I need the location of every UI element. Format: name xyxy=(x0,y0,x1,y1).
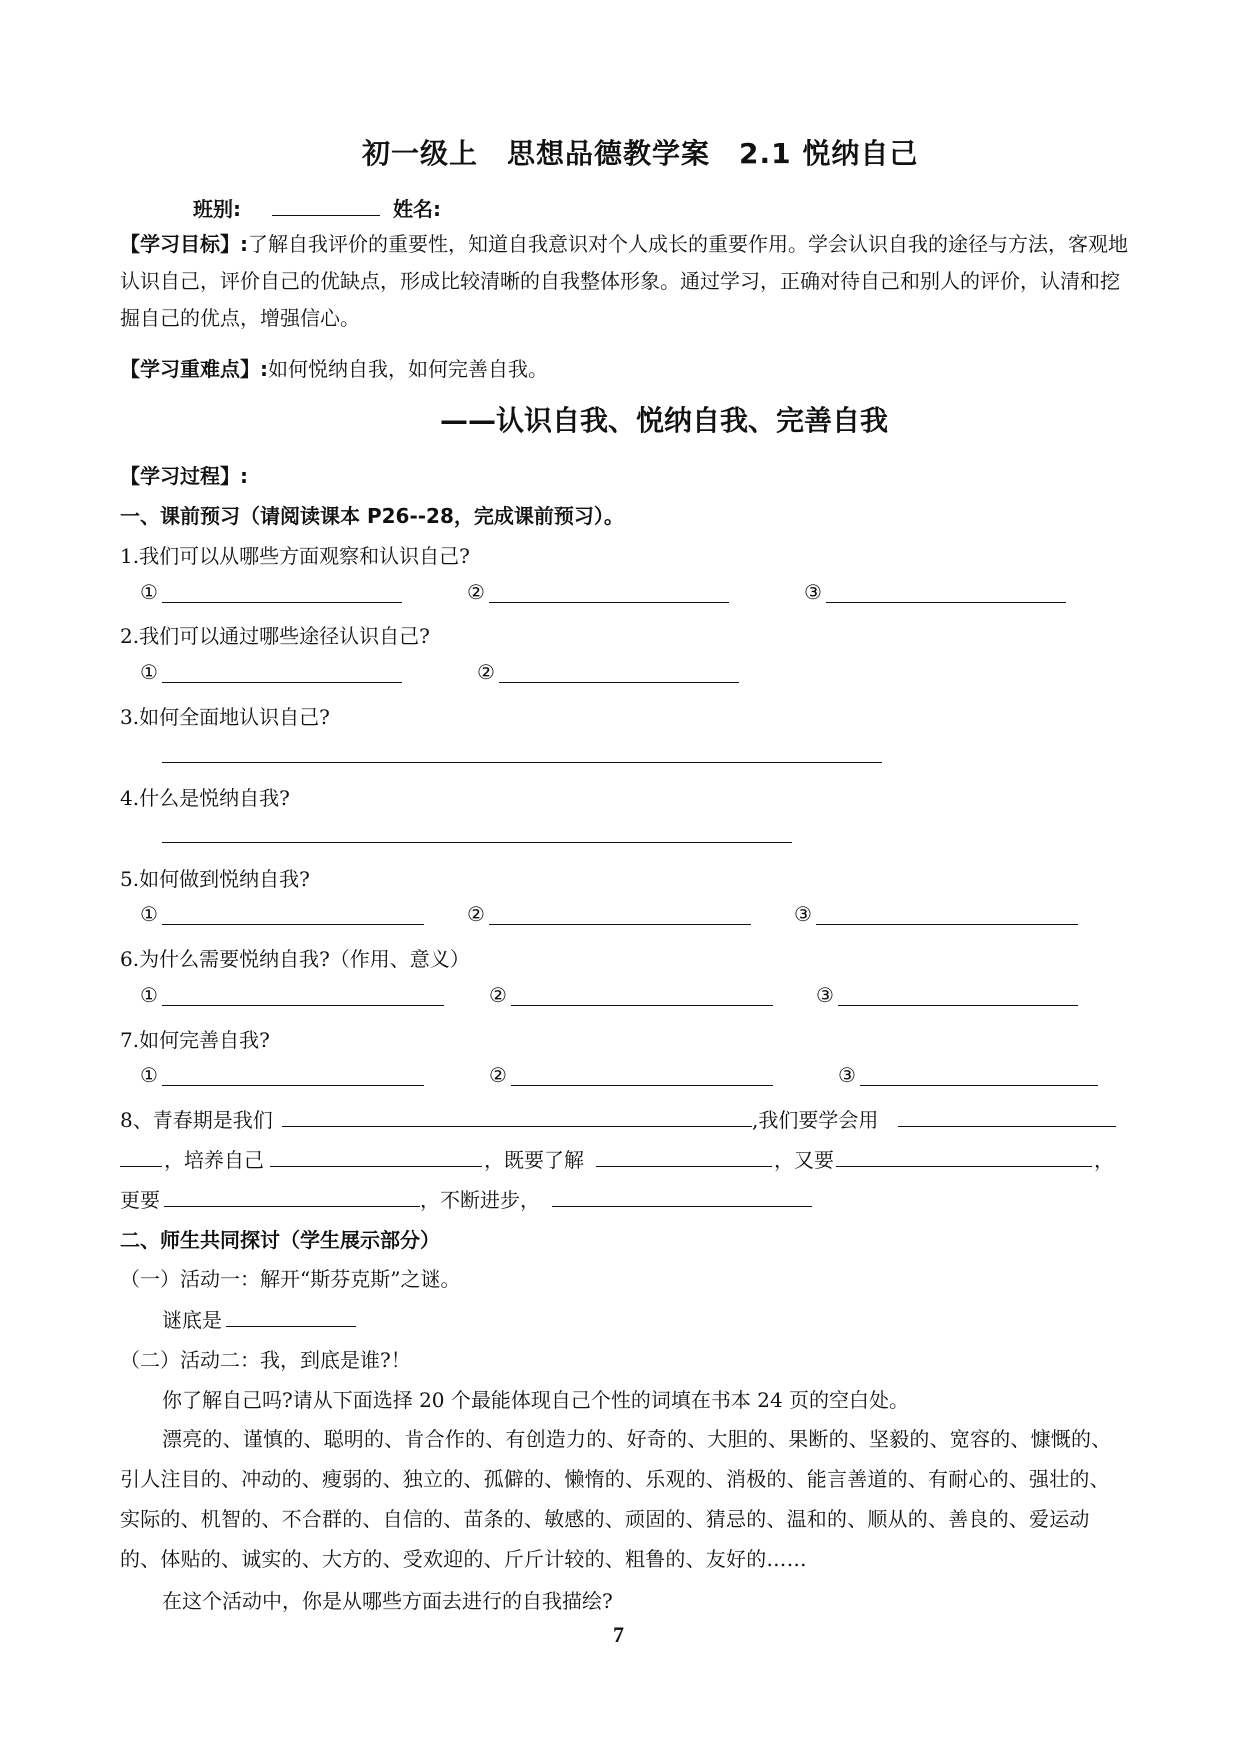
activity-1: （一）活动一：解开“斯芬克斯”之谜。 xyxy=(120,1267,461,1291)
key-points xyxy=(120,353,548,382)
class-blank xyxy=(272,215,380,216)
question-8-part4: ，既要了解 xyxy=(484,1148,584,1172)
answer-blank xyxy=(499,682,739,683)
question-1: 1.我们可以从哪些方面观察和认识自己? xyxy=(120,544,470,568)
objectives xyxy=(120,226,1130,337)
question-8-part8: ，不断进步， xyxy=(420,1188,540,1212)
answer-blank xyxy=(120,1166,162,1167)
answer-blank xyxy=(860,1085,1098,1086)
question-4: 4.什么是悦纳自我? xyxy=(120,786,290,810)
answer-blank xyxy=(162,1005,444,1006)
marker-3: ③ xyxy=(816,983,834,1007)
activity-2: （二）活动二：我，到底是谁?！ xyxy=(120,1348,411,1372)
answer-blank xyxy=(162,924,424,925)
answer-blank xyxy=(282,1126,752,1127)
question-3: 3.如何全面地认识自己? xyxy=(120,705,330,729)
marker-3: ③ xyxy=(794,902,812,926)
answer-blank xyxy=(162,762,882,763)
answer-blank xyxy=(164,1206,420,1207)
answer-blank xyxy=(826,602,1066,603)
section2-heading: 二、师生共同探讨（学生展示部分） xyxy=(120,1228,440,1252)
answer-blank xyxy=(162,602,402,603)
question-7: 7.如何完善自我? xyxy=(120,1028,270,1052)
answer-blank xyxy=(162,842,792,843)
question-8-part3: ，培养自己 xyxy=(164,1148,264,1172)
question-6: 6.为什么需要悦纳自我?（作用、意义） xyxy=(120,947,470,971)
key-points-label: 【学习重难点】: xyxy=(120,357,268,381)
answer-blank xyxy=(511,1085,773,1086)
marker-2: ② xyxy=(477,660,495,684)
page-title: 初一级上 思想品德教学案 2.1 悦纳自己 xyxy=(362,137,919,170)
question-8-part5: ，又要 xyxy=(774,1148,834,1172)
answer-blank xyxy=(898,1126,1116,1127)
marker-1: ① xyxy=(140,660,158,684)
answer-blank xyxy=(552,1206,812,1207)
answer-blank xyxy=(226,1326,356,1327)
marker-1: ① xyxy=(140,1063,158,1087)
answer-blank xyxy=(838,1005,1078,1006)
name-label: 姓名: xyxy=(393,197,441,221)
key-points-text: 如何悦纳自我，如何完善自我。 xyxy=(268,357,548,381)
answer-blank xyxy=(162,682,402,683)
objectives-text: 了解自我评价的重要性，知道自我意识对个人成长的重要作用。学会认识自我的途径与方法，客观地认识自己，评价自己的优缺点，形成比较清晰的自我整体形象。通过学习，正确对待自己和别人的评价，认清和挖掘自己的优点，增强信心。 xyxy=(120,232,1128,330)
section1-heading: 一、课前预习（请阅读课本 P26--28，完成课前预习）。 xyxy=(120,504,624,528)
question-8-part7: 更要 xyxy=(120,1188,160,1212)
answer-blank xyxy=(511,1005,773,1006)
marker-2: ② xyxy=(467,580,485,604)
marker-1: ① xyxy=(140,983,158,1007)
activity-2-instruction: 你了解自己吗?请从下面选择 20 个最能体现自己个性的词填在书本 24 页的空白处。 xyxy=(162,1388,910,1412)
marker-2: ② xyxy=(489,983,507,1007)
question-2: 2.我们可以通过哪些途径认识自己? xyxy=(120,624,430,648)
answer-blank xyxy=(596,1166,772,1167)
subtitle: ——认识自我、悦纳自我、完善自我 xyxy=(440,404,889,437)
question-8-part1: 8、青春期是我们 xyxy=(120,1108,273,1132)
marker-1: ① xyxy=(140,902,158,926)
class-label: 班别: xyxy=(193,197,241,221)
process-label: 【学习过程】: xyxy=(120,464,248,488)
answer-label: 谜底是 xyxy=(162,1308,222,1332)
answer-blank xyxy=(836,1166,1092,1167)
marker-2: ② xyxy=(467,902,485,926)
question-5: 5.如何做到悦纳自我? xyxy=(120,867,310,891)
question-8-part6: ， xyxy=(1094,1148,1114,1172)
answer-blank xyxy=(162,1085,424,1086)
marker-1: ① xyxy=(140,580,158,604)
marker-3: ③ xyxy=(838,1063,856,1087)
objectives-label: 【学习目标】: xyxy=(120,232,248,256)
answer-blank xyxy=(270,1166,482,1167)
answer-blank xyxy=(489,602,729,603)
answer-blank xyxy=(489,924,751,925)
marker-2: ② xyxy=(489,1063,507,1087)
question-8-part2: ,我们要学会用 xyxy=(752,1108,879,1132)
activity-2-question: 在这个活动中，你是从哪些方面去进行的自我描绘? xyxy=(162,1589,613,1613)
word-list: 漂亮的、谨慎的、聪明的、肯合作的、有创造力的、好奇的、大胆的、果断的、坚毅的、宽容的、慷慨的、引人注目的、冲动的、瘦弱的、独立的、孤僻的、懒惰的、乐观的、消极的、能言善道的、有耐心的、强壮的、实际的、机智的、不合群的、自信的、苗条的、敏感的、顽固的、猜忌的、温和的、顺从的、善良的、爱运动的、体贴的、诚实的、大方的、受欢迎的、斤斤计较的、粗鲁的、友好的…… xyxy=(120,1427,1112,1571)
page-number: 7 xyxy=(613,1622,624,1647)
answer-blank xyxy=(816,924,1078,925)
marker-3: ③ xyxy=(804,580,822,604)
